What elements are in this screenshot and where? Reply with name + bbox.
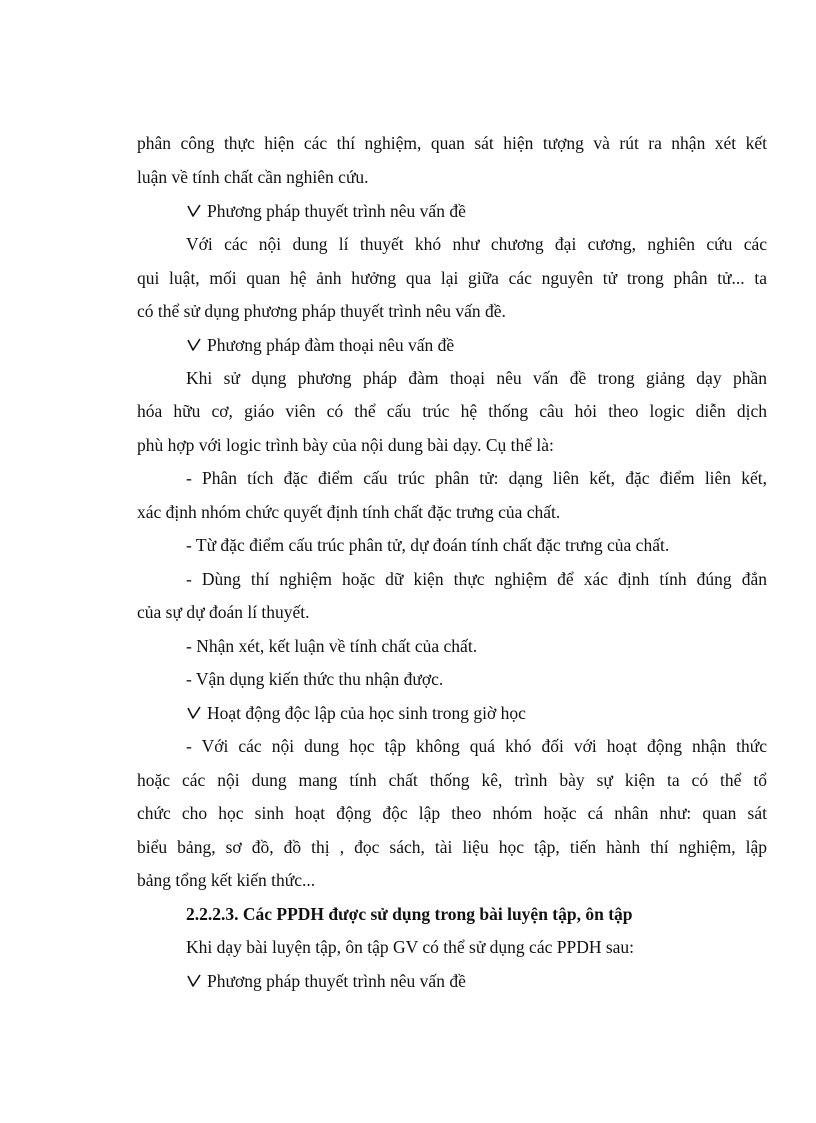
bullet-item [187,703,767,723]
dash-item-line: biểu bảng, sơ đồ, đồ thị , đọc sách, tài liệu học tập, tiến hành thí nghiệm, lập [137,837,767,857]
checkmark-bullet-icon [187,204,201,218]
dash-item-line: bảng tổng kết kiến thức... [137,870,316,890]
body-text-line: luận về tính chất cần nghiên cứu. [137,167,369,187]
dash-item-line: - Từ đặc điểm cấu trúc phân tử, dự đoán tính chất đặc trưng của chất. [186,535,670,555]
dash-item-line: xác định nhóm chức quyết định tính chất đặc trưng của chất. [137,502,561,522]
body-text-line: phù hợp với logic trình bày của nội dung bài dạy. Cụ thể là: [137,435,554,455]
dash-item-line: chức cho học sinh hoạt động độc lập theo nhóm hoặc cá nhân như: quan sát [137,803,767,823]
dash-item-line: - Nhận xét, kết luận về tính chất của chất. [186,636,478,656]
bullet-item [187,201,767,221]
dash-item-line: của sự dự đoán lí thuyết. [137,602,310,622]
dash-item-line: hoặc các nội dung mang tính chất thống kê, trình bày sự kiện ta có thể tổ [137,770,767,790]
body-text-line: có thể sử dụng phương pháp thuyết trình nêu vấn đề. [137,301,506,321]
bullet-text: Hoạt động độc lập của học sinh trong giờ học [207,703,526,723]
body-text-line: phân công thực hiện các thí nghiệm, quan sát hiện tượng và rút ra nhận xét kết [137,133,767,153]
body-text-line: hóa hữu cơ, giáo viên có thể cấu trúc hệ thống câu hỏi theo logic diễn dịch [137,401,767,421]
body-text-line: Với các nội dung lí thuyết khó như chương đại cương, nghiên cứu các [186,234,767,254]
body-text-line: qui luật, mối quan hệ ảnh hưởng qua lại giữa các nguyên tử trong phân tử... ta [137,268,767,288]
checkmark-bullet-icon [187,338,201,352]
bullet-item [187,335,767,355]
dash-item-line: - Dùng thí nghiệm hoặc dữ kiện thực nghiệm để xác định tính đúng đắn [186,569,767,589]
dash-item-line: - Với các nội dung học tập không quá khó đối với hoạt động nhận thức [186,736,767,756]
bullet-text: Phương pháp thuyết trình nêu vấn đề [207,971,466,991]
checkmark-bullet-icon [187,974,201,988]
bullet-text: Phương pháp đàm thoại nêu vấn đề [207,335,455,355]
bullet-item [187,971,767,991]
body-text-line: Khi dạy bài luyện tập, ôn tập GV có thể sử dụng các PPDH sau: [186,937,635,957]
dash-item-line: - Vận dụng kiến thức thu nhận được. [186,669,444,689]
checkmark-bullet-icon [187,706,201,720]
body-text-line: Khi sử dụng phương pháp đàm thoại nêu vấn đề trong giảng dạy phần [186,368,767,388]
bullet-text: Phương pháp thuyết trình nêu vấn đề [207,201,466,221]
section-heading: 2.2.2.3. Các PPDH được sử dụng trong bài luyện tập, ôn tập [186,904,633,924]
dash-item-line: - Phân tích đặc điểm cấu trúc phân tử: dạng liên kết, đặc điểm liên kết, [186,468,767,488]
